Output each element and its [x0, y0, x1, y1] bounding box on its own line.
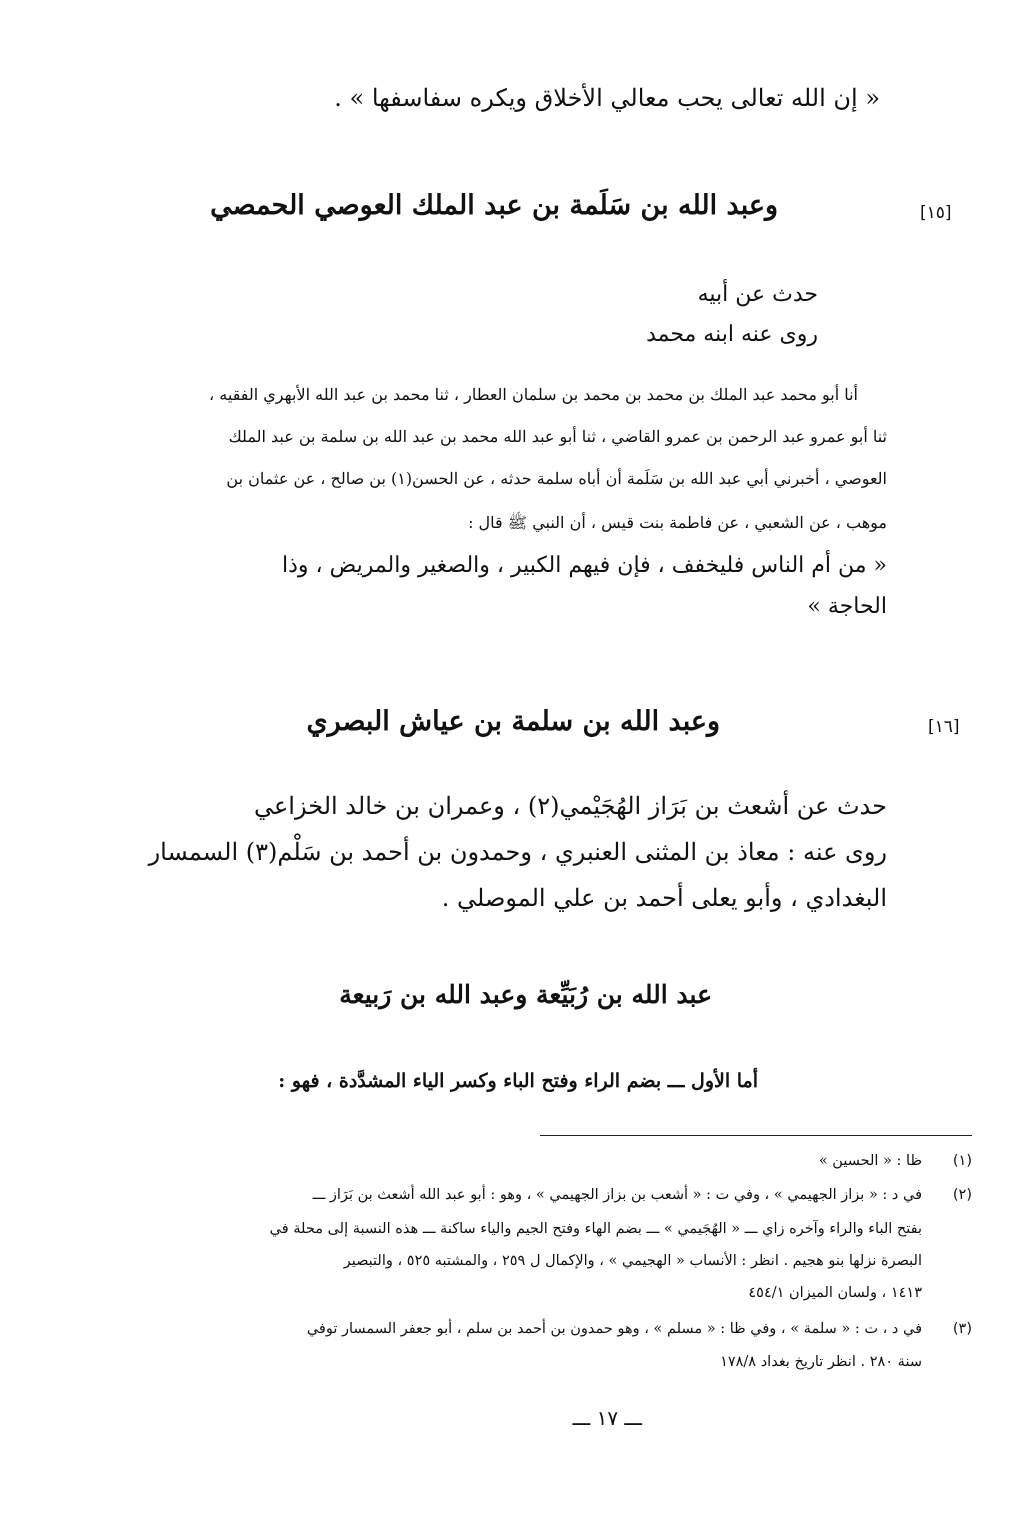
section-title: عبد الله بن رُبَيِّعة وعبد الله بن رَبيعة — [339, 980, 712, 1009]
isnad-line-1: أنا أبو محمد عبد الملك بن محمد بن محمد بن سلمان العطار ، ثنا محمد بن عبد الله الأبهري الفقيه ، — [209, 385, 858, 404]
footnote-2-line-3: البصرة نزلها بنو هجيم . انظر : الأنساب « الهجيمي » ، والإكمال ل ٢٥٩ ، والمشتبه ٥٢٥ ، والتبصير — [343, 1253, 922, 1269]
narrated-by-15: روى عنه ابنه محمد — [646, 322, 818, 347]
entry-number-15: [١٥] — [920, 203, 952, 223]
footnote-1-line-1: ظا : « الحسين » — [818, 1153, 922, 1169]
opening-hadith-quote: « إن الله تعالى يحب معالي الأخلاق ويكره سفاسفها » . — [334, 84, 880, 112]
footnote-divider — [540, 1135, 972, 1136]
page-number: ـــ ١٧ ـــ — [572, 1406, 642, 1430]
isnad-line-3: العوصي ، أخبرني أبي عبد الله بن سَلَمة أن أباه سلمة حدثه ، عن الحسن(١) بن صالح ، عن عثمان بن — [226, 469, 887, 488]
entry-number-16: [١٦] — [928, 717, 960, 737]
entry-16-line-2: روى عنه : معاذ بن المثنى العنبري ، وحمدون بن أحمد بن سَلْم(٣) السمسار — [148, 838, 887, 866]
narrated-from-15: حدث عن أبيه — [697, 282, 818, 307]
hadith-text-line-2: الحاجة » — [807, 594, 887, 619]
isnad-line-4: موهب ، عن الشعبي ، عن فاطمة بنت قيس ، أن النبي ﷺ قال : — [468, 513, 887, 532]
footnote-3-line-2: سنة ٢٨٠ . انظر تاريخ بغداد ١٧٨/٨ — [720, 1354, 922, 1370]
entry-16-line-1: حدث عن أشعث بن بَرَاز الهُجَيْمي(٢) ، وعمران بن خالد الخزاعي — [253, 792, 887, 820]
footnote-2-line-2: بفتح الباء والراء وآخره زاي ـــ « الهُجَيمي » ـــ بضم الهاء وفتح الجيم والياء ساكنة ـــ هذه النسبة إلى محلة في — [269, 1221, 922, 1237]
footnote-number-3: (٣) — [952, 1321, 972, 1337]
footnote-2-line-4: ١٤١٣ ، ولسان الميزان ٤٥٤/١ — [748, 1285, 922, 1301]
entry-title-15: وعبد الله بن سَلَمة بن عبد الملك العوصي الحمصي — [210, 190, 778, 221]
hadith-text-line-1: « من أم الناس فليخفف ، فإن فيهم الكبير ، والصغير والمريض ، وذا — [282, 553, 887, 578]
section-sub-heading: أما الأول ـــ بضم الراء وفتح الباء وكسر الياء المشدَّدة ، فهو : — [278, 1070, 758, 1092]
footnote-number-2: (٢) — [952, 1187, 972, 1203]
footnote-3-line-1: في د ، ت : « سلمة » ، وفي ظا : « مسلم » ، وهو حمدون بن أحمد بن سلم ، أبو جعفر السمسار توفي — [306, 1321, 922, 1337]
footnote-2-line-1: في د : « بزاز الجهيمي » ، وفي ت : « أشعب بن بزاز الجهيمي » ، وهو : أبو عبد الله أشعث بن بَرَاز ـــ — [312, 1187, 922, 1203]
entry-title-16: وعبد الله بن سلمة بن عياش البصري — [306, 706, 720, 737]
isnad-line-2: ثنا أبو عمرو عبد الرحمن بن عمرو القاضي ، ثنا أبو عبد الله محمد بن عبد الله بن سلمة بن عبد الملك — [228, 427, 887, 446]
footnote-number-1: (١) — [952, 1153, 972, 1169]
entry-16-line-3: البغدادي ، وأبو يعلى أحمد بن علي الموصلي . — [441, 884, 887, 912]
